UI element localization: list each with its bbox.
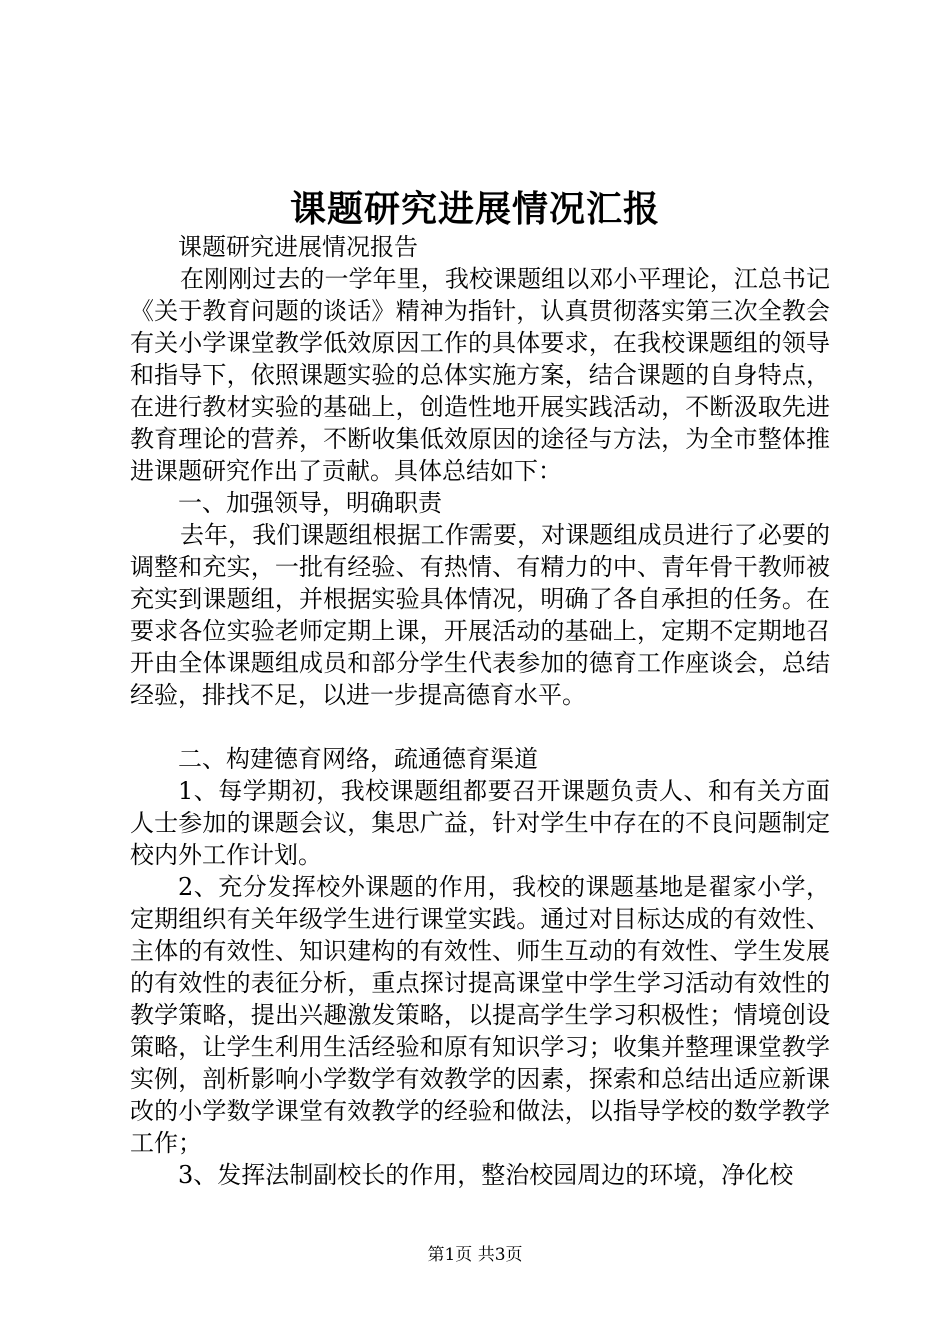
paragraph-intro: 在刚刚过去的一学年里，我校课题组以邓小平理论，江总书记《关于教育问题的谈话》精神为指针，认真贯彻落实第三次全教会有关小学课堂教学低效原因工作的具体要求，在我校课题组的领导和指导下，依照课题实验的总体实施方案，结合课题的自身特点，在进行教材实验的基础上，创造性地开展实践活动，不断汲取先进教育理论的营养，不断收集低效原因的途径与方法，为全市整体推进课题研究作出了贡献。具体总结如下： [130,265,830,485]
paragraph-item-3: 3、发挥法制副校长的作用，整治校园周边的环境，净化校 [178,1161,794,1189]
document-title: 课题研究进展情况汇报 [289,188,660,230]
blank-line [130,711,830,743]
paragraph-item-2: 2、充分发挥校外课题的作用，我校的课题基地是翟家小学，定期组织有关年级学生进行课堂实践。通过对目标达成的有效性、主体的有效性、知识建构的有效性、师生互动的有效性、学生发展的有效性的表征分析，重点探讨提高课堂中学生学习活动有效性的教学策略，提出兴趣激发策略，以提高学生学习积极性；情境创设策略，让学生利用生活经验和原有知识学习；收集并整理课堂教学实例，剖析影响小学数学有效教学的因素，探索和总结出适应新课改的小学数学课堂有效教学的经验和做法，以指导学校的数学教学工作； [130,873,830,1157]
section-heading-1: 一、加强领导，明确职责 [178,489,442,517]
paragraph-section-1: 去年，我们课题组根据工作需要，对课题组成员进行了必要的调整和充实，一批有经验、有热情、有精力的中、青年骨干教师被充实到课题组，并根据实验具体情况，明确了各自承担的任务。在要求各位实验老师定期上课，开展活动的基础上，定期不定期地召开由全体课题组成员和部分学生代表参加的德育工作座谈会，总结经验，排找不足，以进一步提高德育水平。 [130,521,830,709]
report-subtitle: 课题研究进展情况报告 [178,233,418,261]
page-footer: 第1页 共3页 [427,1245,523,1265]
document-body [130,231,830,1191]
section-heading-2: 二、构建德育网络，疏通德育渠道 [178,745,538,773]
paragraph-item-1: 1、每学期初，我校课题组都要召开课题负责人、和有关方面人士参加的课题会议，集思广益，针对学生中存在的不良问题制定校内外工作计划。 [130,777,830,869]
